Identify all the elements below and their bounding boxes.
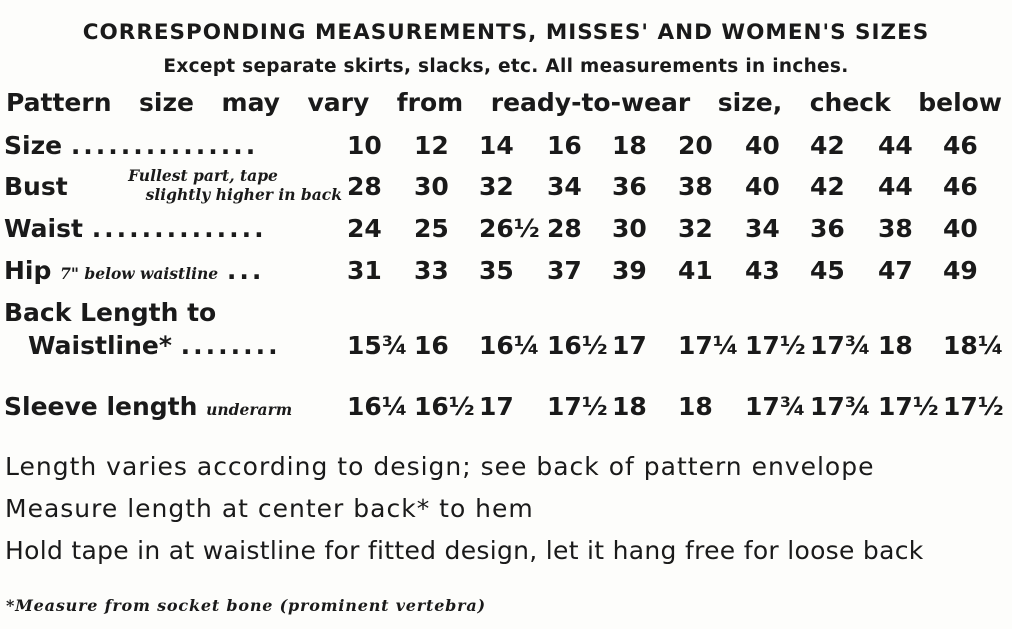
row-label-bust <box>4 172 68 201</box>
intro-word: size, <box>717 88 783 117</box>
table-cell: 17¾ <box>745 392 806 421</box>
leader-dots: ............... <box>70 131 259 160</box>
table-cell: 17½ <box>745 331 806 360</box>
table-cell: 18 <box>678 392 713 421</box>
table-cell: 40 <box>745 131 780 160</box>
intro-word: size <box>139 88 194 117</box>
footnote: *Measure from socket bone (prominent vertebra) <box>6 596 486 615</box>
note-line: Fullest part, tape <box>128 166 278 185</box>
table-cell: 36 <box>810 214 845 243</box>
table-cell: 17½ <box>547 392 608 421</box>
label-text: Size <box>4 131 63 160</box>
label-text: Back Length to <box>4 298 217 327</box>
table-cell: 38 <box>678 172 713 201</box>
leader-dots: ... <box>226 256 265 285</box>
table-cell: 32 <box>678 214 713 243</box>
table-cell: 34 <box>745 214 780 243</box>
table-cell: 17 <box>479 392 514 421</box>
table-cell: 18 <box>878 331 913 360</box>
table-cell: 47 <box>878 256 913 285</box>
table-cell: 10 <box>347 131 382 160</box>
paragraph-3: Hold tape in at waistline for fitted design, let it hang free for loose back <box>5 536 924 565</box>
leader-dots: ........ <box>180 331 281 360</box>
row-label-waistline <box>28 331 281 360</box>
table-cell: 39 <box>612 256 647 285</box>
table-cell: 35 <box>479 256 514 285</box>
table-cell: 17½ <box>943 392 1004 421</box>
intro-line <box>6 88 1002 117</box>
table-cell: 46 <box>943 172 978 201</box>
intro-word: ready-to-wear <box>490 88 691 117</box>
table-cell: 30 <box>612 214 647 243</box>
table-cell: 41 <box>678 256 713 285</box>
table-cell: 28 <box>547 214 582 243</box>
label-text: Waist <box>4 214 83 243</box>
table-cell: 49 <box>943 256 978 285</box>
table-cell: 17¾ <box>810 331 871 360</box>
table-cell: 12 <box>414 131 449 160</box>
row-label-hip <box>4 256 264 285</box>
table-cell: 44 <box>878 131 913 160</box>
table-cell: 17 <box>612 331 647 360</box>
table-cell: 18¼ <box>943 331 1004 360</box>
label-text: Sleeve length <box>4 392 198 421</box>
table-cell: 18 <box>612 392 647 421</box>
table-cell: 16 <box>547 131 582 160</box>
table-cell: 16½ <box>547 331 608 360</box>
note-line: slightly higher in back <box>145 185 342 204</box>
intro-word: from <box>396 88 464 117</box>
table-cell: 31 <box>347 256 382 285</box>
label-text: Hip <box>4 256 52 285</box>
row-label-back-length <box>4 298 216 327</box>
hip-note: 7" below waistline <box>60 264 219 283</box>
sleeve-note: underarm <box>206 400 293 419</box>
bust-note <box>64 166 342 204</box>
table-cell: 16¼ <box>479 331 540 360</box>
label-text: Waistline* <box>28 331 172 360</box>
table-cell: 16½ <box>414 392 475 421</box>
paragraph-1: Length varies according to design; see back of pattern envelope <box>5 452 875 481</box>
table-cell: 30 <box>414 172 449 201</box>
table-cell: 42 <box>810 131 845 160</box>
intro-word: Pattern <box>6 88 112 117</box>
row-label-waist <box>4 214 267 243</box>
intro-word: below <box>918 88 1002 117</box>
table-cell: 33 <box>414 256 449 285</box>
paragraph-2: Measure length at center back* to hem <box>5 494 534 523</box>
intro-word: vary <box>307 88 370 117</box>
table-cell: 45 <box>810 256 845 285</box>
table-cell: 36 <box>612 172 647 201</box>
table-cell: 44 <box>878 172 913 201</box>
leader-dots: .............. <box>91 214 267 243</box>
table-cell: 24 <box>347 214 382 243</box>
table-cell: 18 <box>612 131 647 160</box>
table-cell: 28 <box>347 172 382 201</box>
intro-word: check <box>809 88 891 117</box>
table-cell: 40 <box>745 172 780 201</box>
table-cell: 16 <box>414 331 449 360</box>
table-cell: 40 <box>943 214 978 243</box>
table-cell: 34 <box>547 172 582 201</box>
table-cell: 32 <box>479 172 514 201</box>
label-text: Bust <box>4 172 68 201</box>
table-cell: 26½ <box>479 214 540 243</box>
row-label-sleeve <box>4 392 292 421</box>
table-cell: 43 <box>745 256 780 285</box>
table-cell: 46 <box>943 131 978 160</box>
table-cell: 16¼ <box>347 392 408 421</box>
table-subtitle: Except separate skirts, slacks, etc. All measurements in inches. <box>163 56 849 77</box>
table-cell: 17½ <box>878 392 939 421</box>
table-cell: 17¼ <box>678 331 739 360</box>
table-cell: 17¾ <box>810 392 871 421</box>
table-cell: 37 <box>547 256 582 285</box>
table-title: CORRESPONDING MEASUREMENTS, MISSES' AND WOMEN'S SIZES <box>82 20 930 45</box>
table-cell: 15¾ <box>347 331 408 360</box>
table-cell: 20 <box>678 131 713 160</box>
table-cell: 38 <box>878 214 913 243</box>
table-cell: 42 <box>810 172 845 201</box>
intro-word: may <box>221 88 280 117</box>
row-label-size <box>4 131 258 160</box>
table-cell: 14 <box>479 131 514 160</box>
table-cell: 25 <box>414 214 449 243</box>
